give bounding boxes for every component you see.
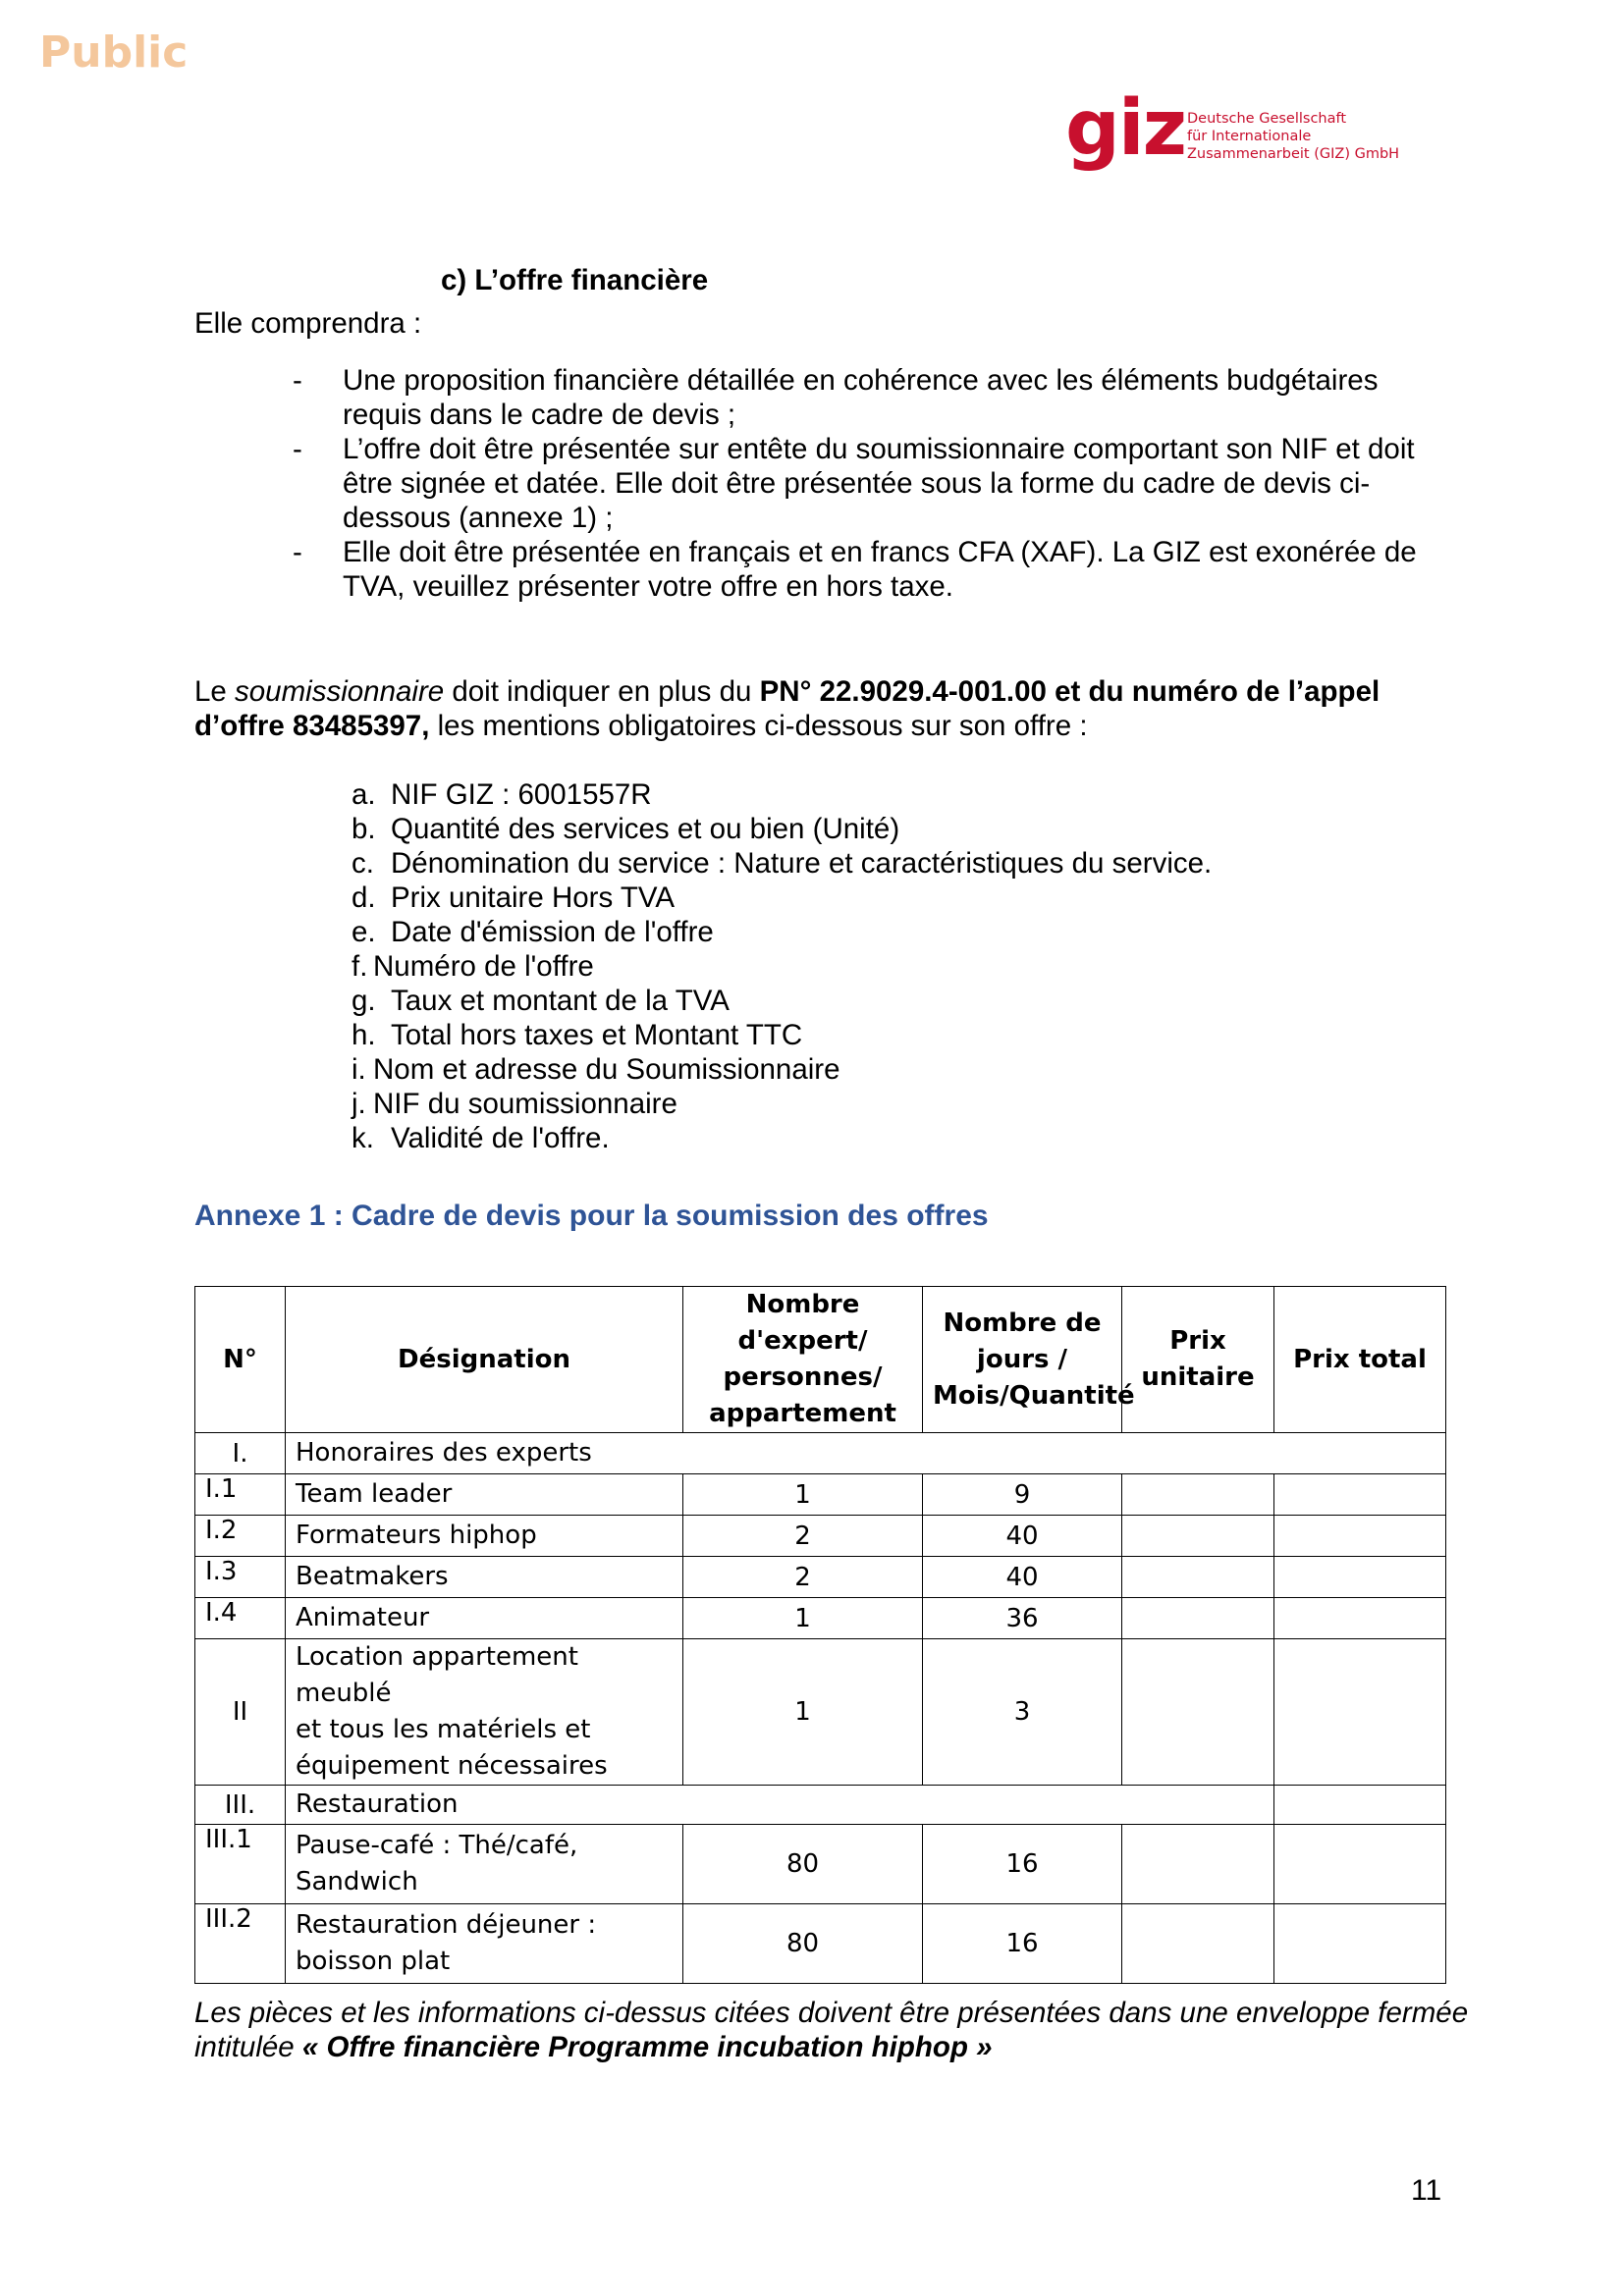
unit-price-cell [1122, 1516, 1274, 1557]
logo-line: Deutsche Gesellschaft [1187, 111, 1347, 127]
list-item [352, 812, 899, 846]
list-item [352, 984, 730, 1018]
experts-count: 1 [683, 1598, 923, 1639]
list-letter: i. [352, 1053, 366, 1086]
dash-bullet: - [293, 364, 302, 397]
envelope-title: « Offre financière Programme incubation hiphop » [301, 2031, 993, 2063]
table-row [195, 1598, 1446, 1639]
list-item [352, 1018, 802, 1052]
row-number: I.2 [195, 1516, 286, 1557]
table-row [195, 1639, 1446, 1786]
designation-line: Restauration [296, 1789, 459, 1819]
days-quantity: 16 [923, 1825, 1122, 1904]
classification-label: Public [39, 27, 189, 78]
paragraph-text: doit indiquer en plus du [444, 675, 760, 708]
list-item-text: L’offre doit être présentée sur entête du soumissionnaire comportant son NIF et doit être signée et datée. Elle doit être présentée sous la forme du cadre de devis ci-dessous (annexe 1) ; [343, 433, 1415, 534]
list-item-text: Une proposition financière détaillée en cohérence avec les éléments budgétaires requis dans le cadre de devis ; [343, 364, 1379, 431]
closing-text: Les pièces et les informations ci-dessus citées doivent être présentées dans une enveloppe fermée intitulée [194, 1997, 1469, 2063]
list-item-text: Date d'émission de l'offre [391, 916, 714, 948]
table-row [195, 1825, 1446, 1904]
row-number: I.1 [195, 1474, 286, 1516]
unit-price-cell [1122, 1557, 1274, 1598]
total-price-cell [1274, 1598, 1446, 1639]
row-number: II [195, 1639, 286, 1786]
experts-count: 2 [683, 1557, 923, 1598]
designation-line: équipement nécessaires [296, 1751, 608, 1781]
designation-line: Restauration déjeuner : [296, 1910, 597, 1940]
list-item [352, 846, 1212, 881]
header-total-price: Prix total [1274, 1287, 1446, 1433]
list-item [352, 881, 675, 915]
list-letter: f. [352, 950, 368, 983]
row-number: I.3 [195, 1557, 286, 1598]
mandatory-mentions-paragraph [194, 674, 1461, 743]
project-reference: PN° 22.9029.4-001.00 et du numéro de l’appel d’offre 83485397, [194, 675, 1380, 742]
list-item [352, 949, 594, 984]
designation-line: et tous les matériels et [296, 1715, 591, 1744]
giz-logo [1065, 84, 1400, 188]
list-letter: j. [352, 1088, 366, 1120]
unit-price-cell [1122, 1825, 1274, 1904]
experts-count: 1 [683, 1474, 923, 1516]
days-quantity: 40 [923, 1557, 1122, 1598]
unit-price-cell [1122, 1598, 1274, 1639]
logo-line: Zusammenarbeit (GIZ) GmbH [1187, 146, 1400, 162]
total-price-cell [1274, 1904, 1446, 1984]
list-letter: e. [352, 916, 376, 948]
giz-logo-text [1187, 110, 1399, 163]
header-no: N° [195, 1287, 286, 1433]
header-designation: Désignation [286, 1287, 683, 1433]
list-item-text: NIF GIZ : 6001557R [391, 778, 652, 811]
days-quantity: 9 [923, 1474, 1122, 1516]
row-number: III.2 [195, 1904, 286, 1984]
quote-table-body [195, 1433, 1446, 1984]
list-letter: d. [352, 881, 376, 914]
list-item-text: Prix unitaire Hors TVA [391, 881, 676, 914]
list-item [352, 1052, 840, 1087]
annex-title: Annexe 1 : Cadre de devis pour la soumission des offres [194, 1200, 989, 1232]
row-designation [286, 1639, 683, 1786]
list-letter: k. [352, 1122, 374, 1154]
experts-count: 80 [683, 1904, 923, 1984]
total-price-cell [1274, 1825, 1446, 1904]
requirements-list [293, 363, 1490, 618]
row-number: I. [195, 1433, 286, 1474]
list-letter: h. [352, 1019, 376, 1051]
table-header-row [195, 1287, 1446, 1433]
closing-note [194, 1996, 1471, 2064]
section-heading: c) L’offre financière [441, 264, 709, 296]
row-designation [286, 1598, 683, 1639]
unit-price-cell [1122, 1639, 1274, 1786]
list-letter: b. [352, 813, 376, 845]
row-designation [286, 1474, 683, 1516]
header-experts: Nombre d'expert/ personnes/ appartement [683, 1287, 923, 1433]
unit-price-cell [1122, 1904, 1274, 1984]
giz-logo-mark: giz [1065, 84, 1185, 173]
page-number: 11 [1411, 2174, 1442, 2207]
row-designation [286, 1825, 683, 1904]
row-number: III.1 [195, 1825, 286, 1904]
row-number: I.4 [195, 1598, 286, 1639]
list-letter: g. [352, 985, 376, 1017]
table-row [195, 1557, 1446, 1598]
total-price-cell [1274, 1639, 1446, 1786]
table-row [195, 1433, 1446, 1474]
list-item-text: NIF du soumissionnaire [373, 1088, 677, 1120]
table-row [195, 1904, 1446, 1984]
days-quantity: 40 [923, 1516, 1122, 1557]
total-price-cell [1274, 1516, 1446, 1557]
header-unit-price: Prix unitaire [1122, 1287, 1274, 1433]
experts-count: 2 [683, 1516, 923, 1557]
designation-line: Beatmakers [296, 1562, 449, 1591]
quote-table [194, 1286, 1446, 1984]
list-item-text: Total hors taxes et Montant TTC [391, 1019, 803, 1051]
designation-line: Honoraires des experts [296, 1438, 592, 1468]
total-price-cell [1274, 1557, 1446, 1598]
table-row [195, 1474, 1446, 1516]
days-quantity: 36 [923, 1598, 1122, 1639]
designation-line: Team leader [296, 1479, 453, 1509]
list-item-text: Taux et montant de la TVA [391, 985, 730, 1017]
experts-count: 80 [683, 1825, 923, 1904]
list-item [352, 1087, 677, 1121]
table-row [195, 1516, 1446, 1557]
list-item [352, 777, 652, 812]
paragraph-italic: soumissionnaire [235, 675, 445, 708]
row-designation [286, 1516, 683, 1557]
dash-bullet: - [293, 433, 302, 465]
total-price-cell [1274, 1474, 1446, 1516]
paragraph-text: les mentions obligatoires ci-dessous sur son offre : [429, 710, 1088, 742]
row-designation [286, 1433, 1446, 1474]
list-item-text: Dénomination du service : Nature et caractéristiques du service. [391, 847, 1213, 880]
designation-line: boisson plat [296, 1947, 451, 1976]
table-row [195, 1786, 1446, 1825]
list-item [352, 1121, 610, 1155]
header-days: Nombre de jours / Mois/Quantité [923, 1287, 1122, 1433]
designation-line: Sandwich [296, 1867, 418, 1896]
unit-price-cell [1122, 1474, 1274, 1516]
designation-line: Formateurs hiphop [296, 1521, 537, 1550]
paragraph-text: Le [194, 675, 236, 708]
list-item-text: Quantité des services et ou bien (Unité) [391, 813, 900, 845]
designation-line: Pause-café : Thé/café, [296, 1831, 578, 1860]
row-number: III. [195, 1786, 286, 1825]
list-letter: c. [352, 847, 374, 880]
designation-line: Location appartement meublé [296, 1642, 578, 1708]
row-designation [286, 1786, 1274, 1825]
experts-count: 1 [683, 1639, 923, 1786]
days-quantity: 16 [923, 1904, 1122, 1984]
list-letter: a. [352, 778, 376, 811]
list-item-text: Elle doit être présentée en français et en francs CFA (XAF). La GIZ est exonérée de TVA, veuillez présenter votre offre en hors taxe. [343, 536, 1417, 603]
list-item [352, 915, 714, 949]
row-designation [286, 1557, 683, 1598]
section-intro: Elle comprendra : [194, 307, 422, 340]
dash-bullet: - [293, 536, 302, 568]
list-item-text: Validité de l'offre. [391, 1122, 610, 1154]
designation-line: Animateur [296, 1603, 430, 1632]
total-price-cell [1274, 1786, 1446, 1825]
list-item-text: Numéro de l'offre [373, 950, 594, 983]
list-item-text: Nom et adresse du Soumissionnaire [373, 1053, 840, 1086]
logo-line: für Internationale [1187, 129, 1312, 144]
row-designation [286, 1904, 683, 1984]
days-quantity: 3 [923, 1639, 1122, 1786]
